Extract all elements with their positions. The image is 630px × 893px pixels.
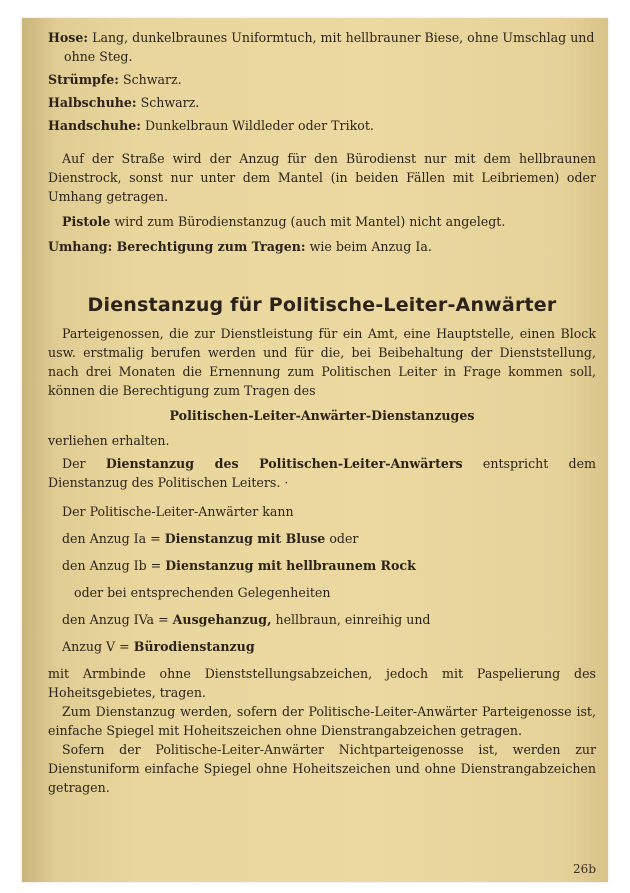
paragraph-sofern: Sofern der Politische-Leiter-Anwärter Nichtparteigenosse ist, werden zur Dienstuniform einfache Spiegel ohne Hoheitszeichen und ohne Dienstrangabzeichen getragen. bbox=[48, 742, 596, 795]
item-struempfe bbox=[48, 70, 596, 89]
pistole-text: wird zum Bürodienstanzug (auch mit Mantel) nicht angelegt. bbox=[114, 214, 506, 229]
item-text: Schwarz. bbox=[140, 95, 200, 110]
anzug-iva-post: hellbraun, einreihig und bbox=[275, 612, 431, 627]
item-label: Strümpfe: bbox=[48, 72, 119, 87]
paragraph-pistole bbox=[48, 212, 596, 231]
item-handschuhe bbox=[48, 116, 596, 135]
item-text: Dunkelbraun Wildleder oder Trikot. bbox=[144, 118, 374, 133]
paragraph-umhang bbox=[48, 237, 596, 256]
centered-term: Politischen-Leiter-Anwärter-Dienstanzuges bbox=[169, 408, 475, 423]
anzug-iva-pre: den Anzug IVa = bbox=[62, 612, 169, 627]
item-label: Hose: bbox=[48, 30, 89, 45]
dienstanzug-post: entspricht dem Dienstanzug des Politischen Leiters. · bbox=[48, 456, 596, 490]
anzug-ia-bold: Dienstanzug mit Bluse bbox=[164, 531, 326, 546]
anzug-iva-bold: Ausgehanzug, bbox=[172, 612, 272, 627]
line-kann: Der Politische-Leiter-Anwärter kann bbox=[62, 504, 294, 519]
item-label: Halbschuhe: bbox=[48, 95, 137, 110]
paragraph-parteigenossen: Parteigenossen, die zur Dienstleistung für ein Amt, eine Hauptstelle, einen Block usw. erstmalig berufen werden und für die, bei Beibehaltung der Dienststellung, nach drei Monaten die Ernennung zum Politischen Leiter in Frage kommen soll, können die Berechtigung zum Tragen des bbox=[48, 326, 596, 398]
pistole-label: Pistole bbox=[62, 214, 111, 229]
umhang-label: Umhang: Berechtigung zum Tragen: bbox=[48, 239, 306, 254]
paragraph-street: Auf der Straße wird der Anzug für den Bürodienst nur mit dem hellbraunen Dienstrock, sonst nur unter dem Mantel (in beiden Fällen mit Leibriemen) oder Umhang getragen. bbox=[48, 151, 596, 204]
item-text: Lang, dunkelbraunes Uniformtuch, mit hellbrauner Biese, ohne Umschlag und ohne Steg. bbox=[64, 30, 595, 64]
item-label: Handschuhe: bbox=[48, 118, 141, 133]
line-anzug-v bbox=[48, 637, 596, 656]
line-anzug-ib bbox=[48, 556, 596, 575]
umhang-text: wie beim Anzug Ia. bbox=[309, 239, 432, 254]
anzug-v-pre: Anzug V = bbox=[62, 639, 130, 654]
page-content bbox=[48, 28, 596, 797]
dienstanzug-pre: Der bbox=[62, 456, 86, 471]
anzug-ia-pre: den Anzug Ia = bbox=[62, 531, 161, 546]
line-anzug-ia bbox=[48, 529, 596, 548]
anzug-v-bold: Bürodienstanzug bbox=[133, 639, 255, 654]
item-hose bbox=[48, 28, 596, 66]
anzug-ib-pre: den Anzug Ib = bbox=[62, 558, 162, 573]
item-halbschuhe bbox=[48, 93, 596, 112]
paragraph-zum-dienstanzug: Zum Dienstanzug werden, sofern der Politische-Leiter-Anwärter Parteigenosse ist, einfache Spiegel mit Hoheitszeichen ohne Dienstrangabzeichen getragen. bbox=[48, 704, 596, 738]
paragraph-verliehen: verliehen erhalten. bbox=[48, 433, 170, 448]
book-page bbox=[22, 18, 608, 882]
anzug-ia-post: oder bbox=[329, 531, 359, 546]
line-anzug-iva bbox=[48, 610, 596, 629]
paragraph-dienstanzug bbox=[48, 454, 596, 492]
item-text: Schwarz. bbox=[122, 72, 182, 87]
page-number: 26b bbox=[573, 862, 596, 876]
line-gelegenheiten: oder bei entsprechenden Gelegenheiten bbox=[74, 585, 331, 600]
dienstanzug-bold: Dienstanzug des Politischen-Leiter-Anwärters bbox=[105, 456, 463, 471]
section-heading: Dienstanzug für Politische-Leiter-Anwärter bbox=[87, 294, 557, 316]
anzug-ib-bold: Dienstanzug mit hellbraunem Rock bbox=[165, 558, 416, 573]
paragraph-armbinde: mit Armbinde ohne Dienststellungsabzeichen, jedoch mit Paspelierung des Hoheitsgebietes, tragen. bbox=[48, 666, 596, 700]
